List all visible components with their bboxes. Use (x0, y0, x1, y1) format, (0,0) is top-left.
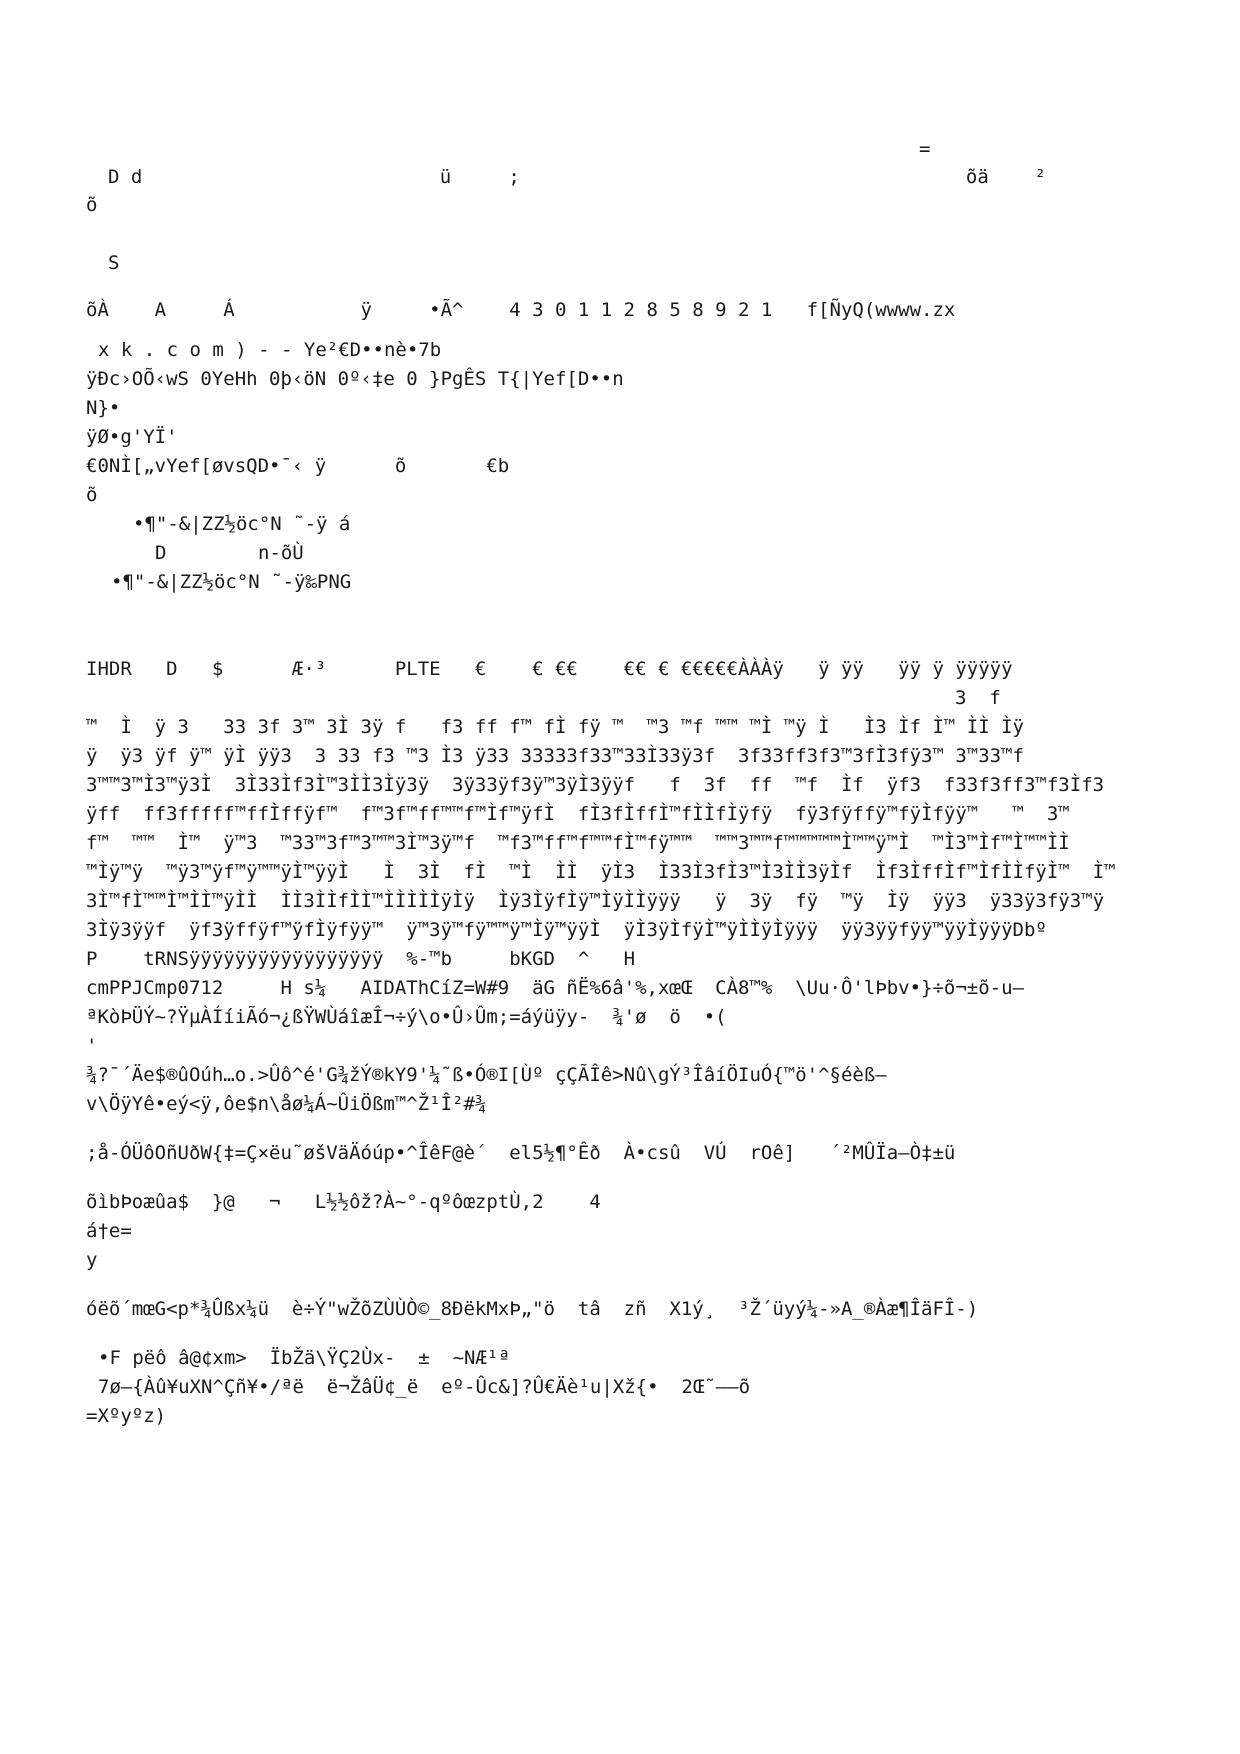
text-line: f™ ™™ Ì™ ÿ™3 ™33™3f™3™™3Ì™3ÿ™f ™f3™ff™f™™fÌ™fÿ™™ ™™3™™f™™™™™Ì™™ÿ™Ì ™Ì3™Ìf™Ì™™ÌÌ (86, 832, 1070, 854)
text-line: ' (86, 1035, 98, 1057)
text-line: ¾?¯´Äe$®ûOúh…o.>Ûô^é'G¾žÝ®kY9'¼˜ß•Ó®I[Ùº çÇÃÎê>Nû\gÝ³ÎâíÖIuÓ{™ö'^§éèß— (86, 1064, 887, 1086)
text-line: ÿ ÿ3 ÿf ÿ™ ÿÌ ÿÿ3 3 33 f3 ™3 Ì3 ÿ33 33333f33™33Ì33ÿ3f 3f33ff3f3™3fÌ3fÿ3™ 3™33™f (86, 745, 1024, 767)
text-line: óëõ´mœG<p*¾Ûßx¼ü è÷Ý"wŽõZÙÙÒ©_8ÐëkMxÞ„"ö tâ zñ X1ý¸ ³Ž´üyý¼-»A_®Àæ¶ÎäFÎ-) (86, 1298, 979, 1320)
text-line: N}• (86, 397, 121, 419)
text-line: 7ø—{Àû¥uXN^Çñ¥•/ªë ë¬ŽâÜ¢_ë eº-Ûc&]?Û€Äè¹u|Xž{• 2Œ˜——õ (98, 1376, 751, 1398)
text-line: á†e= (86, 1220, 132, 1242)
text-line: 3™™3™Ì3™ÿ3Ì 3Ì33Ìf3Ì™3ÌÌ3Ìÿ3ÿ 3ÿ33ÿf3ÿ™3ÿÌ3ÿÿf f 3f ff ™f Ìf ÿf3 f33f3ff3™f3Ìf3 (86, 774, 1105, 796)
text-line: D n-õÙ (155, 542, 304, 564)
text-line: ÿØ•g'YÏ' (86, 426, 178, 448)
text-line: =Xºyºz) (86, 1405, 167, 1427)
text-line: õÀ A Á ÿ •Ã^ 4 3 0 1 1 2 8 5 8 9 2 1 f[ÑyQ(wwww.zx (86, 299, 956, 321)
text-line: •¶"-&|ZZ½öc°N ˜-ÿ á (133, 513, 351, 535)
text-line: ÿff ff3fffff™ffÌffÿf™ f™3f™ff™™f™Ìf™ÿfÌ fÌ3fÌffÌ™fÌÌfÌÿfÿ fÿ3fÿffÿ™fÿÌfÿÿ™ ™ 3™ (86, 803, 1070, 825)
text-line: IHDR D $ Æ·³ PLTE € € €€ €€ € €€€€€ÀÀÀÿ ÿ ÿÿ ÿÿ ÿ ÿÿÿÿÿ (86, 658, 1013, 680)
text-line: 3Ì™fÌ™™Ì™ÌÌ™ÿÌÌ ÌÌ3ÌÌfÌÌ™ÌÌÌÌÌÿÌÿ Ìÿ3ÌÿfÌÿ™ÌÿÌÌÿÿÿ ÿ 3ÿ fÿ ™ÿ Ìÿ ÿÿ3 ÿ33ÿ3fÿ3™ÿ (86, 890, 1105, 912)
text-line: ÿÐc›OÕ‹wS 0YeHh 0þ‹öN 0º‹‡e 0 }PgÊS T{|Yef[D••n (86, 368, 624, 390)
text-line: •F pëô â@¢xm> ÏbŽä\ŸÇ2Ùx- ± ~NÆ¹ª (98, 1347, 510, 1369)
text-line: D d ü ; õä ² (108, 166, 1046, 188)
text-line: 3Ìÿ3ÿÿf ÿf3ÿffÿf™ÿfÌÿfÿÿ™ ÿ™3ÿ™fÿ™™ÿ™Ìÿ™ÿÿÌ ÿÌ3ÿÌfÿÌ™ÿÌÌÿÌÿÿÿ ÿÿ3ÿÿfÿÿ™ÿÿÌÿÿÿDbº (86, 919, 1047, 941)
text-line: S (108, 252, 120, 274)
text-line: ™ Ì ÿ 3 33 3f 3™ 3Ì 3ÿ f f3 ff f™ fÌ fÿ ™ ™3 ™f ™™ ™Ì ™ÿ Ì Ì3 Ìf Ì™ ÌÌ Ìÿ (86, 716, 1024, 738)
text-line: = (919, 138, 931, 160)
text-line: v\ÖÿYê•eý<ÿ,ôe$n\åø¼Á~ÛiÖßm™^Ž¹Î²#¾ (86, 1093, 487, 1115)
text-line: õìbÞoæûa$ }@ ¬ L½½ôž?À~°-qºôœzptÙ,2 4 (86, 1191, 601, 1213)
text-line: ;å-ÓÜôOñUðW{‡=Ç×ëu˜øšVäÄóúp•^ÎêF@è´ el5½¶°Êð À•csû VÚ rOê] ´²MÛÏa—Ò‡±ü (86, 1142, 956, 1164)
text-line: ªKòÞÜÝ~?ŸµÀÍíiÃó¬¿ßŸWÙáîæÎ¬÷ý\o•Û›Ûm;=áýüÿy- ¾'ø ö •( (86, 1006, 727, 1028)
text-line: •¶"-&|ZZ½öc°N ˜-ÿ‰PNG (111, 571, 352, 593)
text-line: cmPPJCmp0712 H s¼ AIDAThCíZ=W#9 äG ñË%6â'%,xœŒ CÀ8™% \Uu·Ô'lÞbv•}÷õ¬±õ-u— (86, 977, 1024, 999)
text-line: õ (86, 484, 98, 506)
text-line: x k . c o m ) - - Ye²€D••nè•7b (98, 339, 442, 361)
text-line: €0NÌ[„vYef[øvsQD•¯‹ ÿ õ €b (86, 455, 510, 477)
text-line: P tRNSÿÿÿÿÿÿÿÿÿÿÿÿÿÿÿÿÿ %-™b bKGD ^ H (86, 948, 636, 970)
text-line: y (86, 1249, 98, 1271)
text-line: ™Ìÿ™ÿ ™ÿ3™ÿf™ÿ™™ÿÌ™ÿÿÌ Ì 3Ì fÌ ™Ì ÌÌ ÿÌ3 Ì33Ì3fÌ3™Ì3ÌÌ3ÿÌf Ìf3ÌffÌf™ÌfÌÌfÿÌ™ Ì™ (86, 861, 1116, 883)
text-line: 3 f (955, 687, 1001, 709)
text-line: õ (86, 194, 98, 216)
